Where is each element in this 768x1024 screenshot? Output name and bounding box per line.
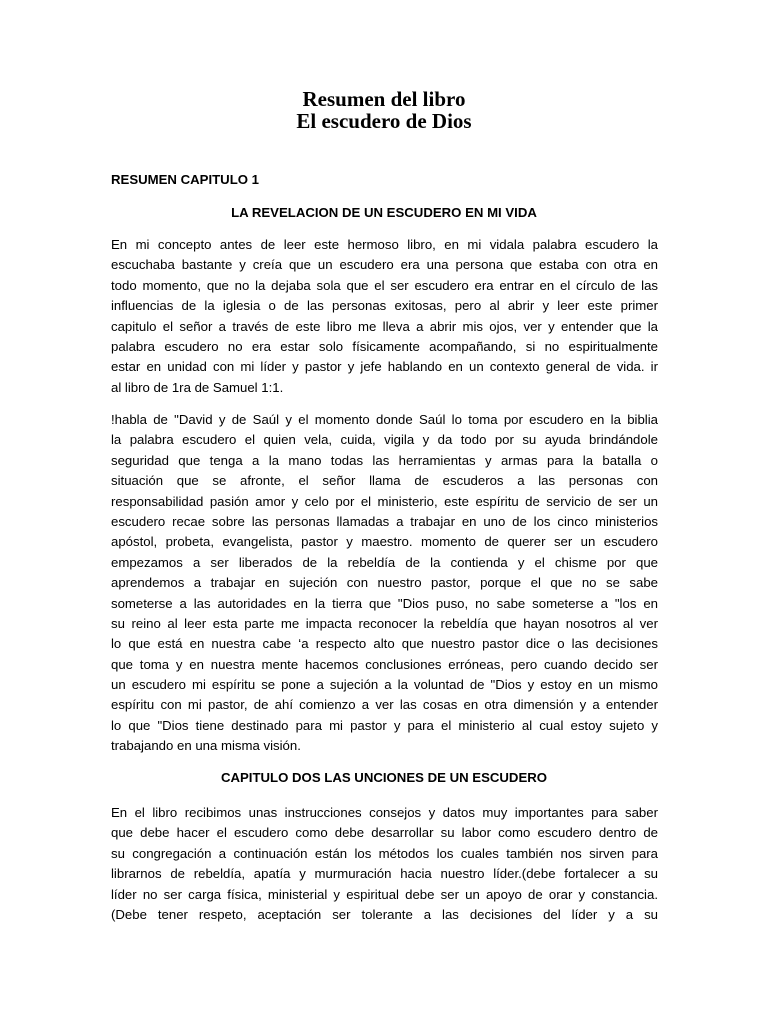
paragraph-line: empezamos a ser liberados de la rebeldía de la contienda y el chisme por que bbox=[111, 554, 658, 570]
paragraph-line: la palabra escudero el quien vela, cuida, vigila y da todo por su ayuda brindándole bbox=[111, 432, 658, 448]
paragraph-line: situación que se afronte, el señor llama de escuderos a las personas con bbox=[111, 473, 658, 489]
paragraph-line: escudero recae sobre las personas llamadas a trabajar en uno de los cinco ministerios bbox=[111, 513, 658, 529]
paragraph-line: influencias de la iglesia o de las personas exitosas, pero al abrir y leer este primer bbox=[111, 298, 658, 314]
paragraph-line: espíritu con mi pastor, de ahí comienzo a ver las cosas en otra dimensión y a entender bbox=[111, 697, 658, 713]
paragraph-line: En mi concepto antes de leer este hermoso libro, en mi vidala palabra escudero la bbox=[111, 237, 658, 252]
paragraph-line: palabra escudero no era estar solo físicamente acompañando, si no espiritualmente bbox=[111, 338, 658, 354]
document-subtitle: El escudero de Dios bbox=[296, 109, 472, 133]
paragraph-line: lo que está en nuestra cabe ‘a respecto alto que nuestro pastor dice o las decisiones bbox=[111, 636, 658, 652]
paragraph-line: trabajando en una misma visión. bbox=[111, 738, 301, 754]
paragraph-line: estar en unidad con mi líder y pastor y jefe hablando en un contexto general de vida. ir bbox=[111, 359, 658, 375]
paragraph-line: todo momento, que no la dejaba sola que el ser escudero era entrar en el círculo de las bbox=[111, 277, 658, 293]
paragraph-line: líder no ser carga física, ministerial y espiritual debe ser un apoyo de orar y constancia. bbox=[111, 886, 658, 902]
paragraph-line: un escudero mi espíritu se pone a sujeción a la voluntad de "Dios y estoy en un mismo bbox=[111, 677, 658, 693]
paragraph-line: al libro de 1ra de Samuel 1:1. bbox=[111, 379, 284, 395]
document-title: Resumen del libro bbox=[302, 87, 466, 111]
paragraph-line: aprendemos a trabajar en sujeción con nuestro pastor, porque el que no se sabe bbox=[111, 575, 658, 591]
chapter-1-heading: RESUMEN CAPITULO 1 bbox=[111, 172, 260, 187]
paragraph-line: capitulo el señor a través de este libro me lleva a abrir mis ojos, ver y entender que la bbox=[111, 318, 658, 334]
paragraph-2 bbox=[111, 410, 658, 757]
paragraph-line: seguridad que tenga a la mano todas las herramientas y armas para la batalla o bbox=[111, 452, 658, 468]
paragraph-line: que toma y en nuestra mente hacemos conclusiones erróneas, pero cuando decido ser bbox=[111, 656, 658, 672]
paragraph-line: someterse a las autoridades en la tierra que "Dios puso, no sabe someterse a "los en bbox=[111, 595, 658, 611]
paragraph-3 bbox=[111, 803, 658, 925]
paragraph-line: apóstol, probeta, evangelista, pastor y maestro. momento de querer ser un escudero bbox=[111, 534, 658, 550]
paragraph-line: !habla de "David y de Saúl y el momento donde Saúl lo toma por escudero en la biblia bbox=[111, 412, 658, 427]
paragraph-line: que debe hacer el escudero como debe desarrollar su labor como escudero dentro de bbox=[111, 825, 658, 841]
paragraph-line: librarnos de rebeldía, apatía y murmuración hacia nuestro líder.(debe fortalecer a su bbox=[111, 866, 658, 882]
paragraph-line: escuchaba bastante y creía que un escudero era una persona que estaba con otra en bbox=[111, 257, 658, 273]
section-1-heading: LA REVELACION DE UN ESCUDERO EN MI VIDA bbox=[231, 205, 537, 220]
paragraph-line: En el libro recibimos unas instrucciones consejos y datos muy importantes para saber bbox=[111, 805, 658, 820]
paragraph-line: responsabilidad pasión amor y celo por el ministerio, este espíritu de servicio de ser un bbox=[111, 493, 658, 509]
section-2-heading: CAPITULO DOS LAS UNCIONES DE UN ESCUDERO bbox=[220, 770, 548, 785]
paragraph-line: (Debe tener respeto, aceptación ser tolerante a las decisiones del líder y a su bbox=[111, 906, 658, 922]
paragraph-1 bbox=[111, 235, 658, 398]
paragraph-line: su congregación a continuación están los métodos los cuales también nos sirven para bbox=[111, 845, 658, 861]
paragraph-line: su reino al leer esta parte me impacta reconocer la rebeldía que hayan nosotros al ver bbox=[111, 615, 658, 631]
paragraph-line: lo que "Dios tiene destinado para mi pastor y para el ministerio al cual estoy sujeto y bbox=[111, 717, 658, 733]
